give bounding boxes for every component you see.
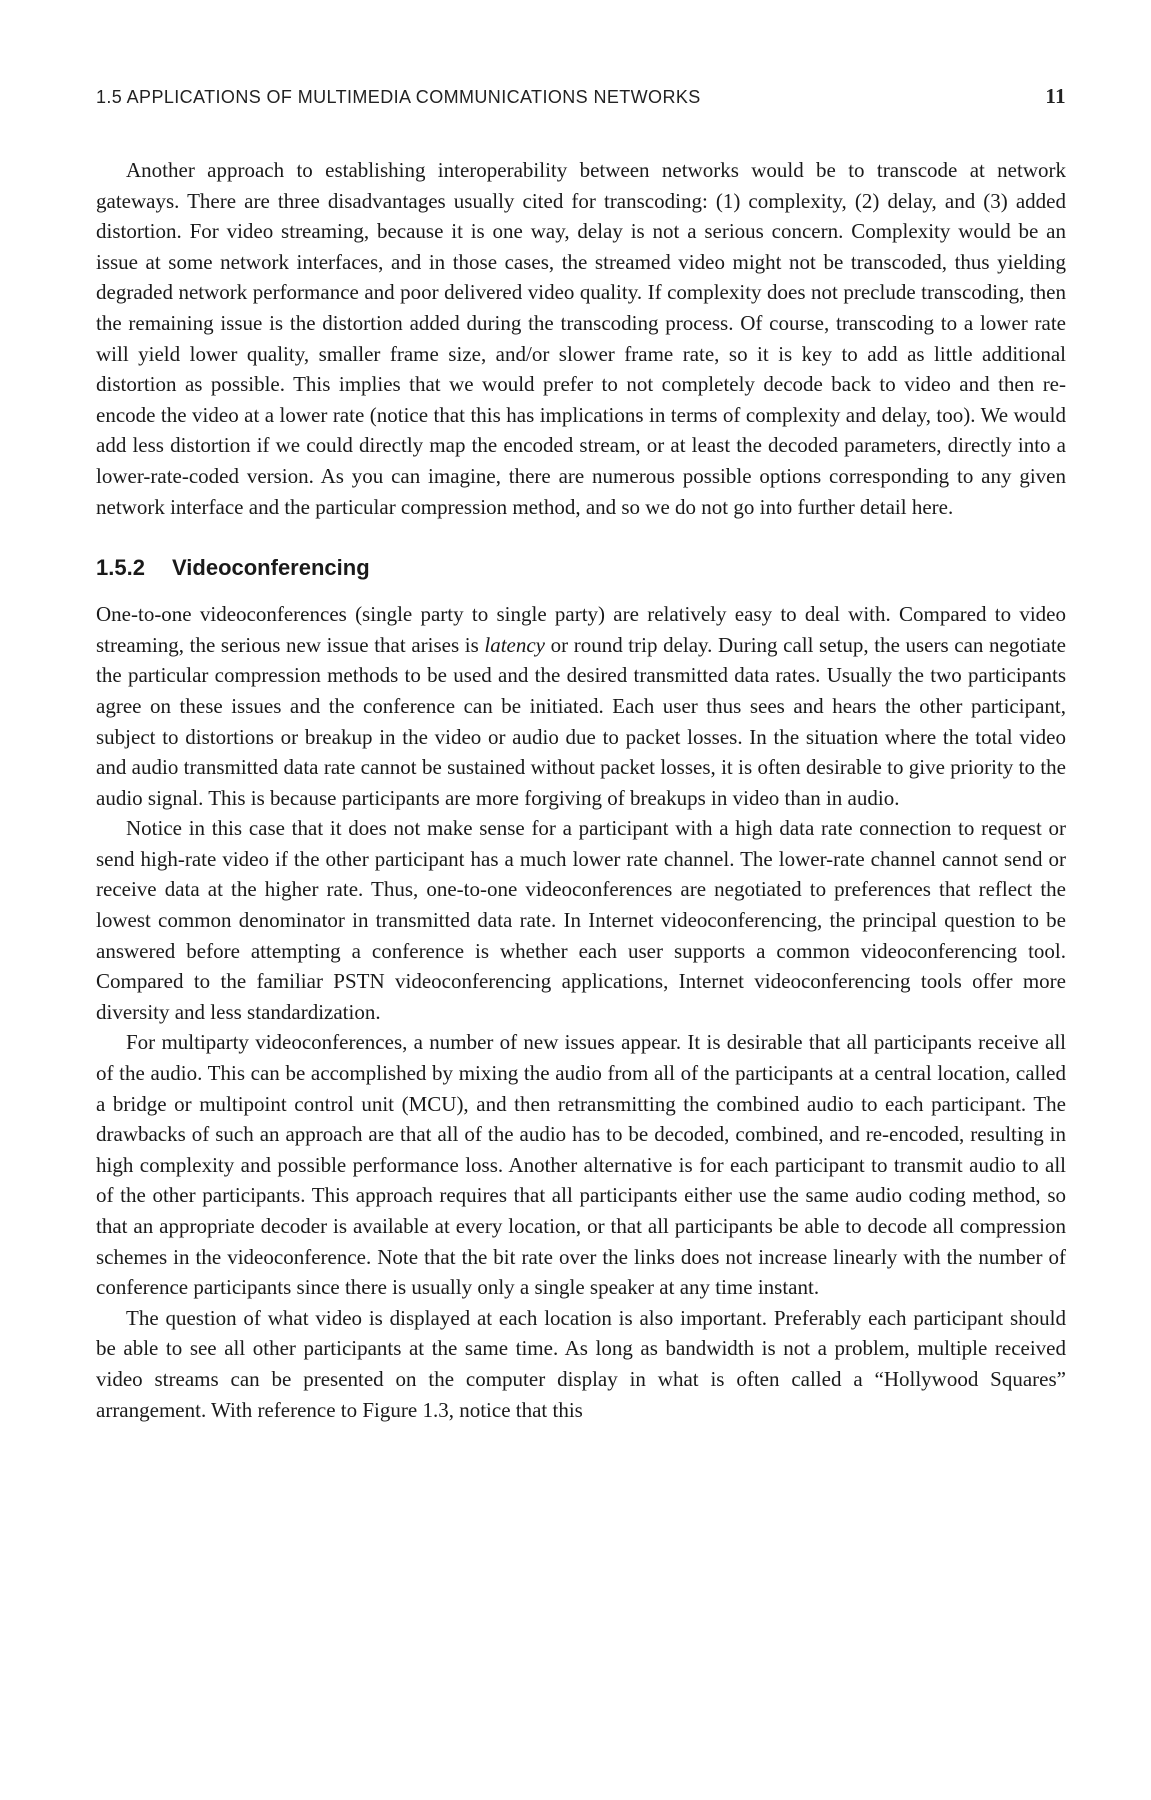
paragraph-one-to-one	[96, 599, 1066, 813]
paragraph-data-rate: Notice in this case that it does not make sense for a participant with a high data rate connection to request or send high-rate video if the other participant has a much lower rate channel. The lower-rate channel cannot send or receive data at the higher rate. Thus, one-to-one videoconferences are negotiated to preferences that reflect the lowest common denominator in transmitted data rate. In Internet videoconferencing, the principal question to be answered before attempting a conference is whether each user supports a common videoconferencing tool. Compared to the familiar PSTN videoconferencing applications, Internet videoconferencing tools offer more diversity and less standardization.	[96, 816, 1066, 1024]
section-title: Videoconferencing	[172, 555, 370, 581]
paragraph-text-before: One-to-one videoconferences (single party to single party) are relatively easy to deal with. Compared to video streaming, the serious new issue that arises is	[96, 602, 1066, 657]
emphasis-latency: latency	[484, 632, 545, 657]
paragraph-video-display: The question of what video is displayed at each location is also important. Preferably each participant should be able to see all other participants at the same time. As long as bandwidth is not a problem, multiple received video streams can be presented on the computer display in what is often called a “Hollywood Squares” arrangement. With reference to Figure 1.3, notice that this	[96, 1305, 1066, 1422]
section-heading	[96, 555, 1066, 581]
section-number: 1.5.2	[96, 555, 145, 581]
intro-paragraph: Another approach to establishing interoperability between networks would be to transcode at network gateways. There are three disadvantages usually cited for transcoding: (1) complexity, (2) delay, and (3) added distortion. For video streaming, because it is one way, delay is not a serious concern. Complexity would be an issue at some network interfaces, and in those cases, the streamed video might not be transcoded, thus yielding degraded network performance and poor delivered video quality. If complexity does not preclude transcoding, then the remaining issue is the distortion added during the transcoding process. Of course, transcoding to a lower rate will yield lower quality, smaller frame size, and/or slower frame rate, so it is key to add as little additional distortion as possible. This implies that we would prefer to not completely decode back to video and then re-encode the video at a lower rate (notice that this has implications in terms of complexity and delay, too). We would add less distortion if we could directly map the encoded stream, or at least the decoded parameters, directly into a lower-rate-coded version. As you can imagine, there are numerous possible options corresponding to any given network interface and the particular compression method, and so we do not go into further detail here.	[96, 158, 1066, 519]
paragraph-text-after: or round trip delay. During call setup, the users can negotiate the particular compression methods to be used and the desired transmitted data rates. Usually the two participants agree on these issues and the conference can be initiated. Each user thus sees and hears the other participant, subject to distortions or breakup in the video or audio due to packet losses. In the situation where the total video and audio transmitted data rate cannot be sustained without packet losses, it is often desirable to give priority to the audio signal. This is because participants are more forgiving of breakups in video than in audio.	[96, 632, 1066, 810]
running-title: 1.5 APPLICATIONS OF MULTIMEDIA COMMUNICATIONS NETWORKS	[96, 87, 701, 107]
page-number: 11	[1045, 84, 1066, 108]
book-page	[96, 84, 1066, 1425]
running-header	[96, 84, 1066, 109]
paragraph-multiparty: For multiparty videoconferences, a number of new issues appear. It is desirable that all participants receive all of the audio. This can be accomplished by mixing the audio from all of the participants at a central location, called a bridge or multipoint control unit (MCU), and then retransmitting the combined audio to each participant. The drawbacks of such an approach are that all of the audio has to be decoded, combined, and re-encoded, resulting in high complexity and possible performance loss. Another alternative is for each participant to transmit audio to all of the other participants. This approach requires that all participants either use the same audio coding method, so that an appropriate decoder is available at every location, or that all participants be able to decode all compression schemes in the videoconference. Note that the bit rate over the links does not increase linearly with the number of conference participants since there is usually only a single speaker at any time instant.	[96, 1030, 1066, 1300]
